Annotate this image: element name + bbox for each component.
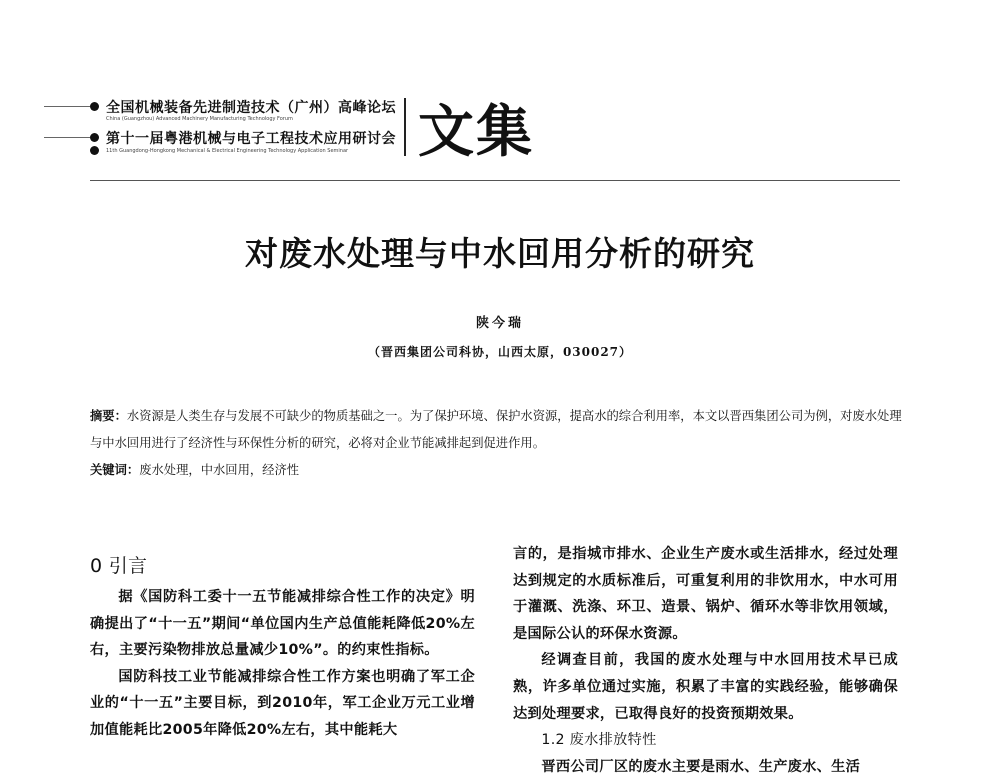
collection-label: 文集: [418, 99, 534, 165]
forum-title-cn: 全国机械装备先进制造技术（广州）高峰论坛: [106, 100, 396, 116]
paragraph: 言的，是指城市排水、企业生产废水或生活排水，经过处理达到规定的水质标准后，可重复利用的非饮用水，中水可用于灌溉、洗涤、环卫、造景、锅炉、循环水等非饮用领域，是国际公认的环保水资源。: [513, 546, 898, 642]
affiliation: （晋西集团公司科协，山西太原，030027）: [367, 345, 633, 359]
paragraph: 据《国防科工委十一五节能减排综合性工作的决定》明确提出了“十一五”期间“单位国内生产总值能耗降低20%左右，主要污染物排放总量减少10%”。的约束性指标。: [90, 589, 475, 659]
bullet-icon: [90, 146, 99, 155]
paragraph: 国防科技工业节能减排综合性工作方案也明确了军工企业的“十一五”主要目标，到2010年，军工企业万元工业增加值能耗比2005年降低20%左右，其中能耗大: [90, 668, 475, 738]
left-column: [90, 552, 475, 744]
keywords-text: 废水处理，中水回用，经济性: [139, 463, 300, 477]
abstract-paragraph: [90, 403, 902, 457]
seminar-title-cn: 第十一届粤港机械与电子工程技术应用研讨会: [106, 131, 396, 147]
header-rule: [44, 137, 90, 138]
article-title: 对废水处理与中水回用分析的研究: [245, 234, 755, 273]
seminar-title-en: 11th Guangdong-Hongkong Mechanical & Electrical Engineering Technology Application Seminar: [106, 148, 349, 154]
header-rule: [44, 106, 90, 107]
abstract-text: 水资源是人类生存与发展不可缺少的物质基础之一。为了保护环境、保护水资源，提高水的综合利用率，本文以晋西集团公司为例，对废水处理与中水回用进行了经济性与环保性分析的研究，必将对企业节能减排起到促进作用。: [90, 409, 902, 450]
paragraph: 经调查目前，我国的废水处理与中水回用技术早已成熟，许多单位通过实施，积累了丰富的实践经验，能够确保达到处理要求，已取得良好的投资预期效果。: [513, 652, 898, 722]
bullet-icon: [90, 102, 99, 111]
keywords: [90, 457, 902, 484]
paragraph: 晋西公司厂区的废水主要是雨水、生产废水、生活: [541, 758, 861, 775]
header-bottom-rule: [90, 180, 900, 181]
author: 陕今瑞: [475, 316, 524, 331]
right-column: [513, 541, 898, 780]
section-heading: 0 引言: [90, 555, 148, 577]
subsection-heading: 1.2 废水排放特性: [541, 732, 657, 749]
forum-title-en: China (Guangzhou) Advanced Machinery Manufacturing Technology Forum: [106, 116, 293, 122]
abstract: [90, 403, 902, 484]
header-divider: [404, 98, 406, 156]
bullet-icon: [90, 133, 99, 142]
keywords-label: 关键词：: [90, 463, 140, 477]
abstract-label: 摘要：: [90, 409, 127, 423]
